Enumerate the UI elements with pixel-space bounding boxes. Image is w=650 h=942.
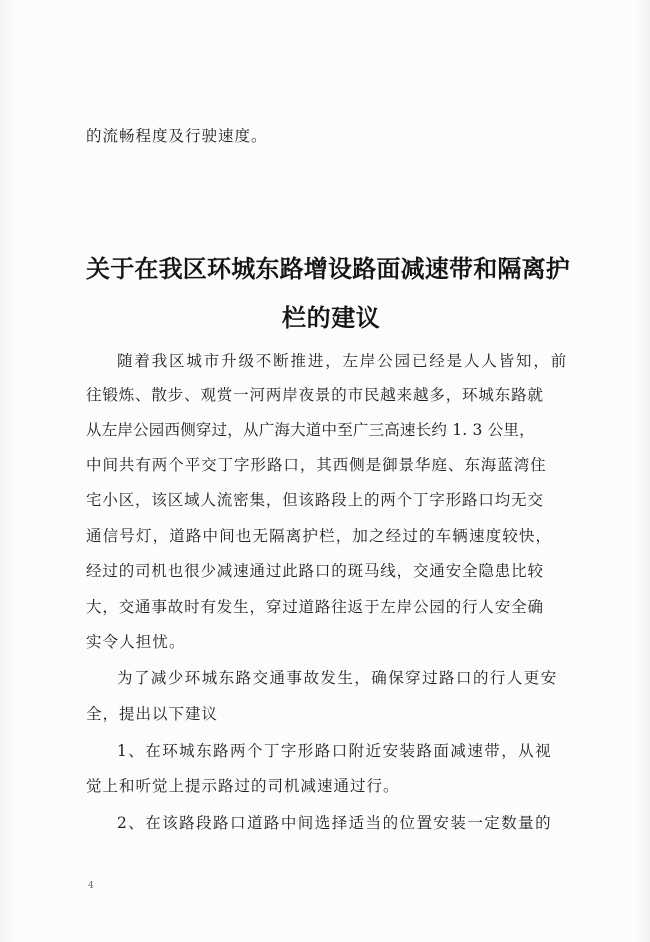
paragraph-line: 大，交通事故时有发生，穿过道路往返于左岸公园的行人安全确 xyxy=(86,598,544,616)
document-title-line-1: 关于在我区环城东路增设路面减速带和隔离护 xyxy=(86,254,570,283)
suggestion-line: 觉上和听觉上提示路过的司机减速通过行。 xyxy=(86,777,400,795)
paragraph-line: 为了减少环城东路交通事故发生，确保穿过路口的行人更安 xyxy=(117,669,558,687)
suggestion-line: 2、在该路段路口道路中间选择适当的位置安装一定数量的 xyxy=(117,814,553,832)
paragraph-line: 随着我区城市升级不断推进，左岸公园已经是人人皆知，前 xyxy=(117,352,569,370)
paragraph-line: 宅小区，该区域人流密集，但该路段上的两个丁字形路口均无交 xyxy=(86,491,544,509)
page-number: 4 xyxy=(88,881,94,891)
paragraph-line: 往锻炼、散步、观赏一河两岸夜景的市民越来越多，环城东路就 xyxy=(86,386,544,404)
paragraph-line: 经过的司机也很少减速通过此路口的斑马线，交通安全隐患比较 xyxy=(86,562,544,580)
continuation-text: 的流畅程度及行驶速度。 xyxy=(86,127,268,145)
paragraph-line: 实令人担忧。 xyxy=(86,633,186,651)
suggestion-line: 1、在环城东路两个丁字形路口附近安装路面减速带，从视 xyxy=(117,742,553,760)
paragraph-line: 从左岸公园西侧穿过，从广海大道中至广三高速长约 1. 3 公里， xyxy=(86,421,535,439)
paragraph-line: 中间共有两个平交丁字形路口，其西侧是御景华庭、东海蓝湾住 xyxy=(86,456,547,474)
paragraph-line: 全，提出以下建议 xyxy=(86,705,219,723)
document-title-line-2: 栏的建议 xyxy=(282,303,381,332)
paragraph-line: 通信号灯，道路中间也无隔离护栏，加之经过的车辆速度较快， xyxy=(86,527,553,545)
